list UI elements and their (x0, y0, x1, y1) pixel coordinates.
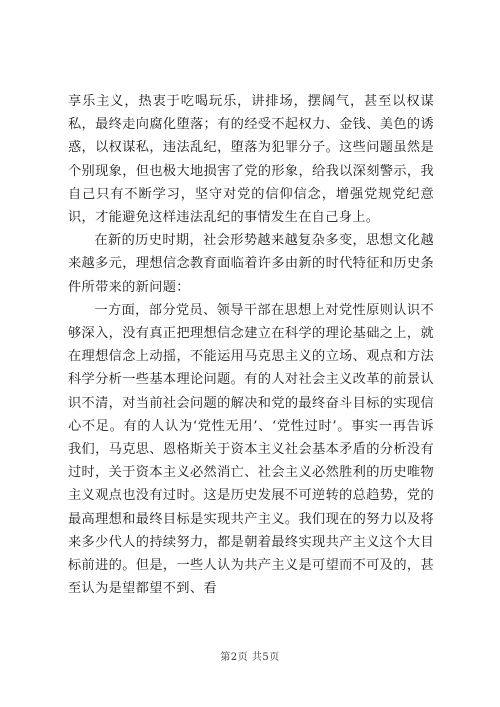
paragraph-new-era: 在新的历史时期，社会形势越来越复杂多变，思想文化越来越多元，理想信念教育面临着许多由新的时代特征和历史条件所带来的新问题： (68, 233, 434, 295)
paragraph-continuation: 享乐主义，热衷于吃喝玩乐，讲排场，摆阔气，甚至以权谋私，最终走向腐化堕落；有的经受不起权力、金钱、美色的诱惑，以权谋私，违法乱纪，堕落为犯罪分子。这些问题虽然是个别现象，但也极大地损害了党的形象，给我以深刻警示，我自己只有不断学习，坚守对党的信仰信念，增强党规党纪意识，才能避免这样违法乱纪的事情发生在自己身上。 (68, 94, 434, 226)
page-footer: 第2页 共5页 (220, 652, 280, 663)
document-body (68, 90, 434, 600)
paragraph-one-aspect: 一方面，部分党员、领导干部在思想上对党性原则认识不够深入，没有真正把理想信念建立在科学的理论基础之上，就在理想信念上动摇，不能运用马克思主义的立场、观点和方法科学分析一些基本理论问题。有的人对社会主义改革的前景认识不清，对当前社会问题的解决和党的最终奋斗目标的实现信心不足。有的人认为‘党性无用’、‘党性过时’。事实一再告诉我们，马克思、恩格斯关于资本主义社会基本矛盾的分析没有过时，关于资本主义必然消亡、社会主义必然胜利的历史唯物主义观点也没有过时。这是历史发展不可逆转的总趋势，党的最高理想和最终目标是实现共产主义。我们现在的努力以及将来多少代人的持续努力，都是朝着最终实现共产主义这个大目标前进的。但是，一些人认为共产主义是可望而不可及的，甚至认为是望都望不到、看 (68, 302, 434, 597)
